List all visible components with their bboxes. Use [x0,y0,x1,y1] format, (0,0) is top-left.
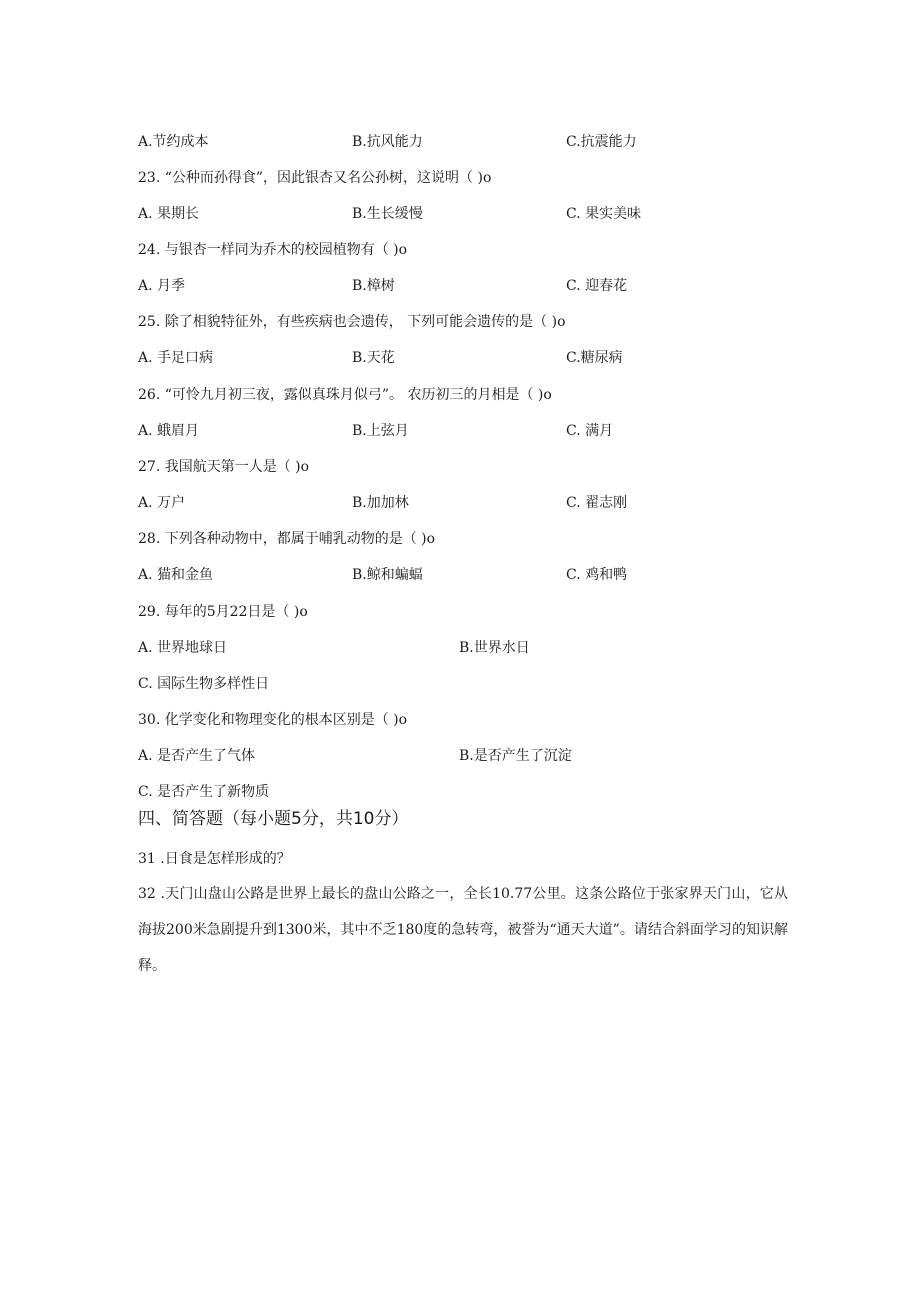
q28-option-c: C. 鸡和鸭 [566,567,628,583]
q32-text: 32 .天门山盘山公路是世界上最长的盘山公路之一，全长10.77公里。这条公路位于张家界天门山，它从海拔200米急剧提升到1300米，其中不乏180度的急转弯，被誉为“通天大道”。请结合斜面学习的知识解释。 [138,886,788,974]
q24-option-a: A. 月季 [138,278,186,294]
q24-option-b: B.樟树 [352,278,395,294]
q24-option-c: C. 迎春花 [566,278,628,294]
q27-option-b: B.加加林 [352,495,409,511]
q29-stem: 29. 每年的5月22日是（ )o [138,604,308,620]
q27-option-a: A. 万户 [138,495,186,511]
q28-option-a: A. 猫和金鱼 [138,567,214,583]
q25-option-b: B.天花 [352,350,395,366]
q26-stem: 26. “可怜九月初三夜，露似真珠月似弓”。 农历初三的月相是（ )o [138,387,552,403]
q22-option-a: A.节约成本 [138,134,209,150]
q27-option-c: C. 翟志刚 [566,495,628,511]
q26-option-c: C. 满月 [566,423,614,439]
q22-option-b: B.抗风能力 [352,134,423,150]
q26-option-b: B.上弦月 [352,423,409,439]
q23-stem: 23. “公种而孙得食”，因此银杏又名公孙树，这说明（ )o [138,170,492,186]
section-heading: 四、简答题（每小题5分，共10分） [138,809,409,829]
q27-stem: 27. 我国航天第一人是（ )o [138,459,310,475]
q28-option-b: B.鲸和蝙蝠 [352,567,423,583]
q30-option-b: B.是否产生了沉淀 [459,748,572,764]
q26-option-a: A. 蛾眉月 [138,423,200,439]
q22-option-c: C.抗震能力 [566,134,637,150]
q29-option-b: B.世界水日 [459,640,530,656]
q23-option-a: A. 果期长 [138,206,200,222]
q23-option-b: B.生长缓慢 [352,206,423,222]
q25-stem: 25. 除了相貌特征外，有些疾病也会遗传， 下列可能会遗传的是（ )o [138,314,566,330]
q30-stem: 30. 化学变化和物理变化的根本区别是（ )o [138,712,408,728]
q25-option-c: C.糖尿病 [566,350,623,366]
q24-stem: 24. 与银杏一样同为乔木的校园植物有（ )o [138,242,408,258]
q29-option-a: A. 世界地球日 [138,640,228,656]
q23-option-c: C. 果实美味 [566,206,642,222]
q29-option-c: C. 国际生物多样性日 [138,676,270,692]
q31-text: 31 .日食是怎样形成的？ [138,851,291,867]
q30-option-a: A. 是否产生了气体 [138,748,256,764]
q28-stem: 28. 下列各种动物中，都属于哺乳动物的是（ )o [138,531,436,547]
q25-option-a: A. 手足口病 [138,350,214,366]
q30-option-c: C. 是否产生了新物质 [138,784,270,800]
